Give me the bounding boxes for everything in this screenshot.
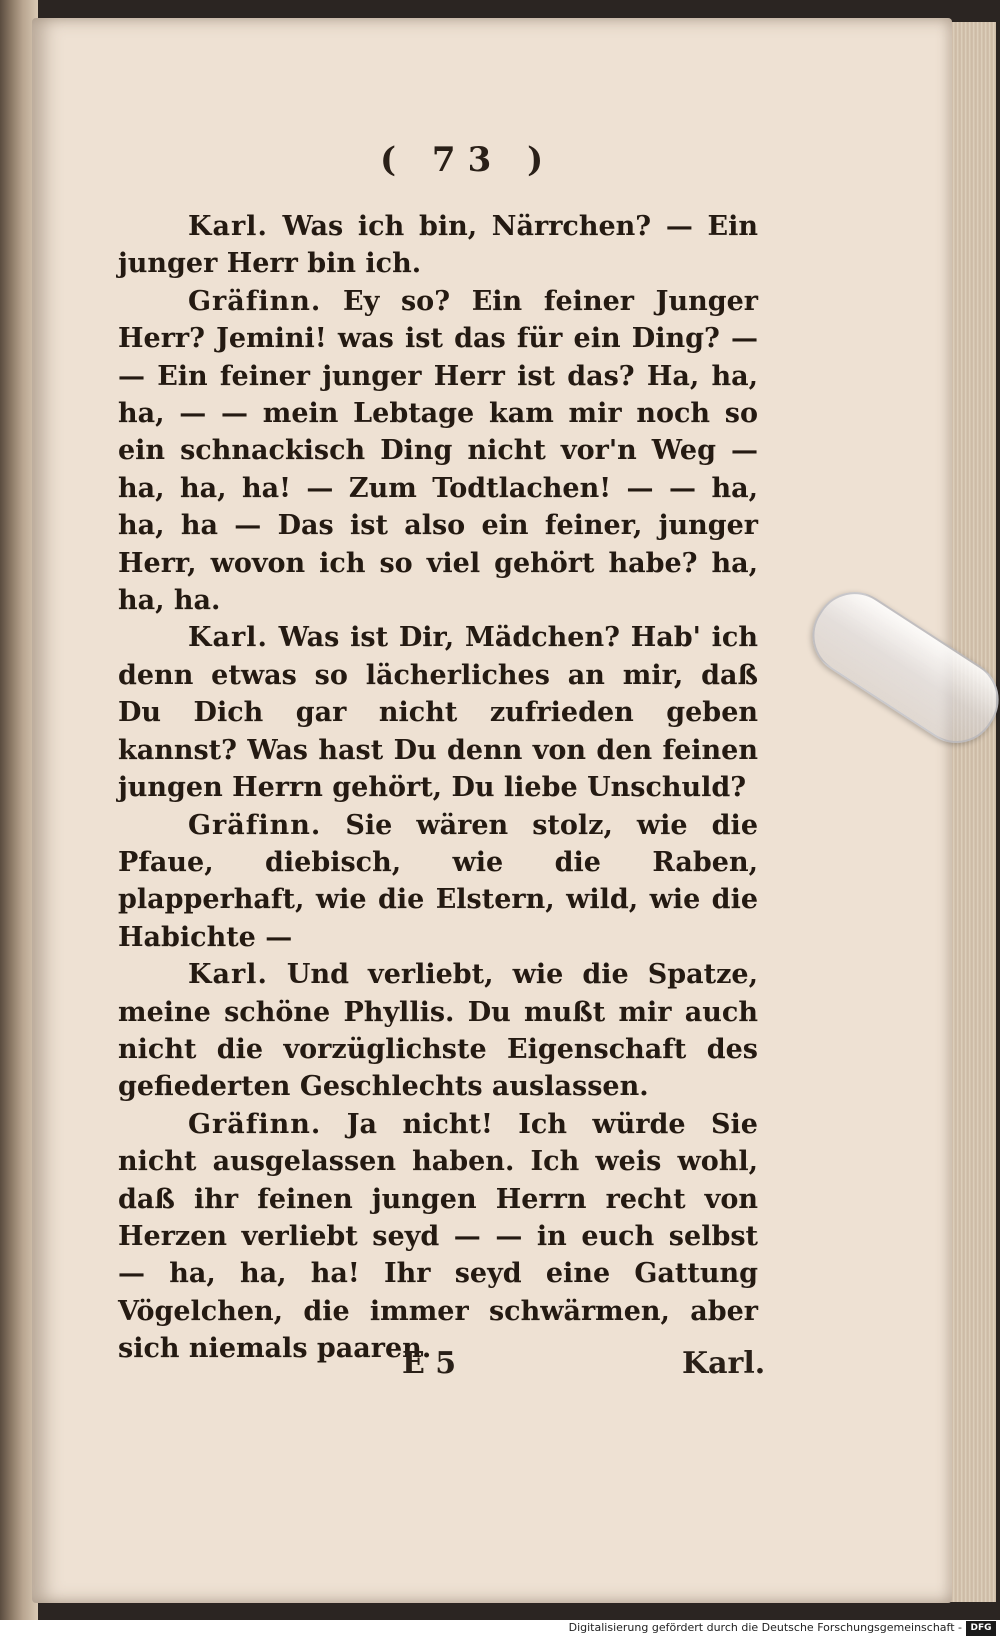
speaker-name: Karl. [188, 211, 268, 242]
dialogue-text: Sie wären stolz, wie die Pfaue, diebisch, wie die Raben, plapperhaft, wie die Elstern, wild, wie die Habichte — [118, 809, 758, 953]
dialogue-text: Ey so? Ein feiner Junger Herr? Jemini! was ist das für ein Ding? — — Ein feiner junger Herr ist das? Ha, ha, ha, — — mein Lebtage kam mir noch so ein schnackisch Ding nicht vor'n Weg — ha, ha, ha! — Zum Todtlachen! — — ha, ha, ha — Das ist also ein feiner, junger Herr, wovon ich so viel gehört habe? ha, ha, ha. [118, 285, 758, 617]
dialogue-text: Was ich bin, Närrchen? — Ein junger Herr bin ich. [118, 211, 758, 280]
page-stack-edge [950, 22, 996, 1602]
speaker-name: Karl. [188, 959, 268, 991]
paragraph-4 [118, 807, 758, 957]
speaker-name: Gräfinn. [188, 1108, 322, 1140]
speaker-name: Karl. [188, 622, 268, 654]
paragraph-5 [118, 956, 758, 1106]
dfg-logo: DFG [966, 1621, 996, 1636]
page-number: ( 73 ) [380, 140, 556, 180]
speaker-name: Gräfinn. [188, 809, 322, 841]
body-text [118, 208, 758, 1368]
paragraph-6 [118, 1106, 758, 1368]
footer-credit: Digitalisierung gefördert durch die Deutsche Forschungsgemeinschaft - [568, 1621, 962, 1634]
speaker-name: Gräfinn. [188, 285, 322, 317]
dialogue-text: Ja nicht! Ich würde Sie nicht ausgelassen haben. Ich weis wohl, daß ihr feinen jungen Herrn recht von Herzen verliebt seyd — — in euch selbst — ha, ha, ha! Ihr seyd eine Gattung Vögelchen, die immer schwärmen, aber sich niemals paaren. [118, 1108, 758, 1365]
paragraph-3 [118, 619, 758, 806]
signature-mark: E 5 [402, 1346, 457, 1381]
dialogue-text: Was ist Dir, Mädchen? Hab' ich denn etwas so lächerliches an mir, daß Du Dich gar nicht zufrieden geben kannst? Was hast Du denn von den feinen jungen Herrn gehört, Du liebe Unschuld? [118, 622, 758, 804]
paragraph-2 [118, 283, 758, 620]
dialogue-text: Und verliebt, wie die Spatze, meine schöne Phyllis. Du mußt mir auch nicht die vorzüglichste Eigenschaft des gefiederten Geschlechts auslassen. [118, 959, 758, 1103]
catchword: Karl. [682, 1346, 766, 1381]
paragraph-1 [118, 208, 758, 283]
